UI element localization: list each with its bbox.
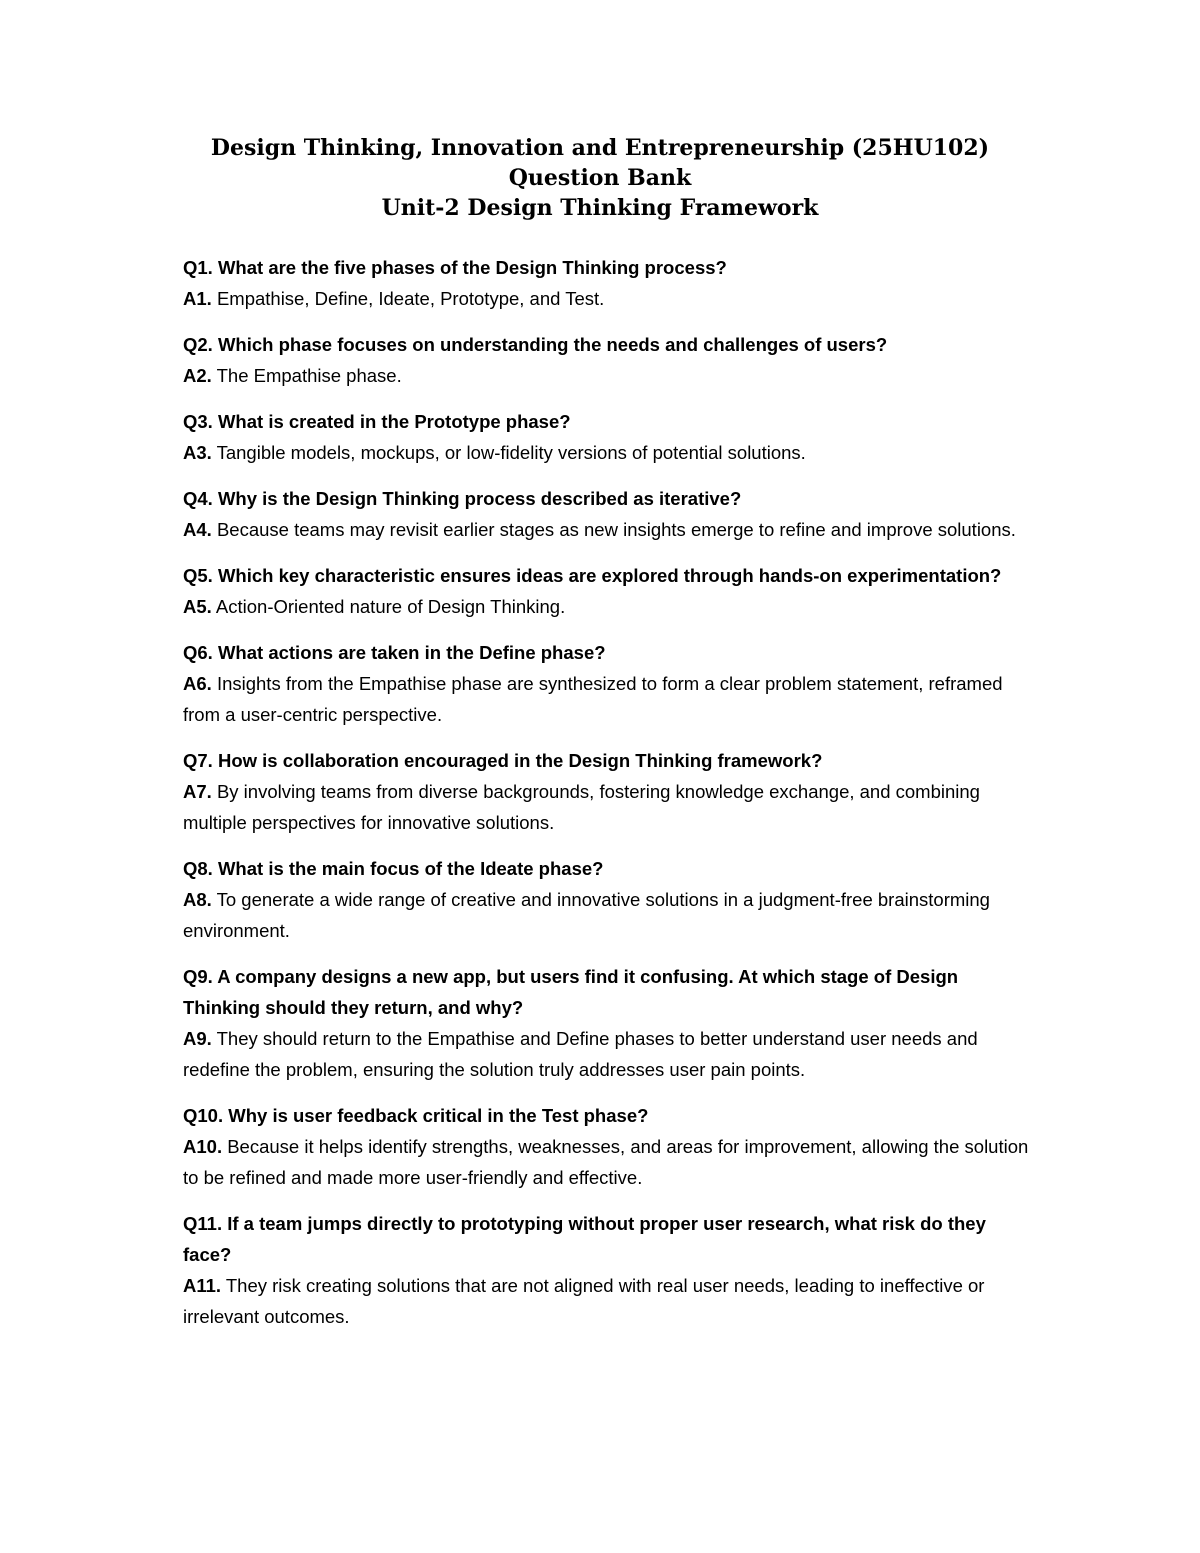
answer xyxy=(183,1023,1033,1085)
question-label: Q10. xyxy=(183,1105,224,1126)
answer xyxy=(183,668,1033,730)
question-label: Q9. xyxy=(183,966,213,987)
question xyxy=(183,406,1033,437)
answer-label: A7. xyxy=(183,781,212,802)
question-label: Q1. xyxy=(183,257,213,278)
question-list xyxy=(183,252,1033,1347)
qa-item-5 xyxy=(183,560,1033,622)
question-text: Which key characteristic ensures ideas are explored through hands-on experimentation? xyxy=(217,565,1002,586)
qa-item-9 xyxy=(183,961,1033,1085)
course-title: Design Thinking, Innovation and Entrepreneurship (25HU102) xyxy=(210,135,990,161)
answer xyxy=(183,591,1033,622)
question xyxy=(183,853,1033,884)
question-text: Which phase focuses on understanding the needs and challenges of users? xyxy=(217,334,888,355)
question-label: Q8. xyxy=(183,858,213,879)
answer-text: Action-Oriented nature of Design Thinking. xyxy=(215,596,566,617)
question-text: Why is user feedback critical in the Test phase? xyxy=(228,1105,649,1126)
answer-text: Insights from the Empathise phase are synthesized to form a clear problem statement, reframed from a user-centric perspective. xyxy=(183,673,1003,725)
question-text: If a team jumps directly to prototyping without proper user research, what risk do they face? xyxy=(183,1213,986,1265)
question-label: Q7. xyxy=(183,750,213,771)
question xyxy=(183,1208,1033,1270)
unit-title: Unit-2 Design Thinking Framework xyxy=(381,195,819,221)
question-text: How is collaboration encouraged in the Design Thinking framework? xyxy=(217,750,823,771)
question xyxy=(183,637,1033,668)
document-subtitle: Question Bank xyxy=(508,165,692,191)
question-label: Q6. xyxy=(183,642,213,663)
answer-text: Empathise, Define, Ideate, Prototype, and Test. xyxy=(216,288,605,309)
question xyxy=(183,961,1033,1023)
question-label: Q2. xyxy=(183,334,213,355)
answer-text: To generate a wide range of creative and innovative solutions in a judgment-free brainstorming environment. xyxy=(183,889,990,941)
question-text: What is created in the Prototype phase? xyxy=(217,411,571,432)
answer-label: A8. xyxy=(183,889,212,910)
question-label: Q4. xyxy=(183,488,213,509)
answer xyxy=(183,437,1033,468)
answer-text: Because it helps identify strengths, weaknesses, and areas for improvement, allowing the solution to be refined and made more user-friendly and effective. xyxy=(183,1136,1029,1188)
question xyxy=(183,252,1033,283)
question xyxy=(183,560,1033,591)
qa-item-4 xyxy=(183,483,1033,545)
document-header xyxy=(0,133,1200,223)
answer xyxy=(183,514,1033,545)
qa-item-1 xyxy=(183,252,1033,314)
answer-text: By involving teams from diverse backgrounds, fostering knowledge exchange, and combining multiple perspectives for innovative solutions. xyxy=(183,781,980,833)
question-text: What are the five phases of the Design Thinking process? xyxy=(217,257,727,278)
question xyxy=(183,329,1033,360)
question-text: Why is the Design Thinking process described as iterative? xyxy=(217,488,742,509)
answer xyxy=(183,1270,1033,1332)
answer xyxy=(183,360,1033,391)
answer-text: They risk creating solutions that are not aligned with real user needs, leading to ineffective or irrelevant outcomes. xyxy=(183,1275,985,1327)
qa-item-3 xyxy=(183,406,1033,468)
question xyxy=(183,1100,1033,1131)
qa-item-10 xyxy=(183,1100,1033,1193)
answer-label: A2. xyxy=(183,365,212,386)
answer-label: A4. xyxy=(183,519,212,540)
answer xyxy=(183,884,1033,946)
question-label: Q11. xyxy=(183,1213,223,1234)
answer-text: Tangible models, mockups, or low-fidelity versions of potential solutions. xyxy=(216,442,806,463)
answer-label: A1. xyxy=(183,288,212,309)
answer xyxy=(183,1131,1033,1193)
answer-label: A10. xyxy=(183,1136,223,1157)
answer-label: A3. xyxy=(183,442,212,463)
question-text: A company designs a new app, but users find it confusing. At which stage of Design Thinking should they return, and why? xyxy=(183,966,959,1018)
answer-label: A6. xyxy=(183,673,212,694)
answer-text: Because teams may revisit earlier stages as new insights emerge to refine and improve solutions. xyxy=(216,519,1016,540)
qa-item-8 xyxy=(183,853,1033,946)
answer-label: A9. xyxy=(183,1028,212,1049)
answer-label: A5. xyxy=(183,596,212,617)
answer-text: The Empathise phase. xyxy=(216,365,402,386)
qa-item-6 xyxy=(183,637,1033,730)
question-label: Q5. xyxy=(183,565,213,586)
question xyxy=(183,745,1033,776)
question-text: What actions are taken in the Define phase? xyxy=(217,642,606,663)
answer-text: They should return to the Empathise and Define phases to better understand user needs and redefine the problem, ensuring the solution truly addresses user pain points. xyxy=(183,1028,978,1080)
answer-label: A11. xyxy=(183,1275,222,1296)
question xyxy=(183,483,1033,514)
qa-item-2 xyxy=(183,329,1033,391)
answer xyxy=(183,776,1033,838)
qa-item-11 xyxy=(183,1208,1033,1332)
answer xyxy=(183,283,1033,314)
qa-item-7 xyxy=(183,745,1033,838)
question-label: Q3. xyxy=(183,411,213,432)
question-text: What is the main focus of the Ideate phase? xyxy=(217,858,604,879)
